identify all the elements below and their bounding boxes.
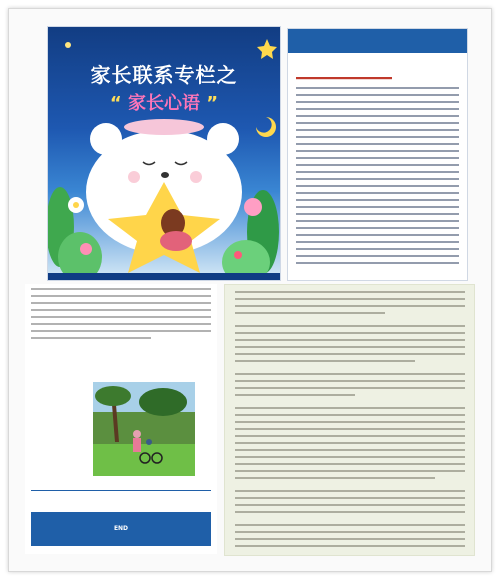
poster-subtitle bbox=[48, 89, 280, 115]
article-page-3 bbox=[224, 284, 475, 556]
end-banner: END bbox=[31, 512, 211, 546]
quote-open: “ bbox=[109, 93, 122, 114]
poster-panel bbox=[47, 26, 281, 281]
family-photo bbox=[93, 382, 195, 476]
family-photo-image bbox=[93, 382, 195, 476]
section-divider bbox=[31, 490, 211, 491]
moon-icon bbox=[256, 117, 276, 137]
article-page-2-text bbox=[31, 288, 217, 378]
article-header-bar bbox=[288, 29, 467, 53]
article-page-1 bbox=[287, 28, 468, 281]
poster-subtitle-text: 家长心语 bbox=[128, 93, 200, 114]
article-page-2 bbox=[25, 284, 217, 554]
article-page-3-text bbox=[225, 285, 474, 555]
star-icon bbox=[257, 39, 277, 59]
article-text-block bbox=[296, 77, 459, 277]
poster-title: 家长联系专栏之 bbox=[90, 63, 238, 87]
quote-close: ” bbox=[206, 93, 219, 114]
